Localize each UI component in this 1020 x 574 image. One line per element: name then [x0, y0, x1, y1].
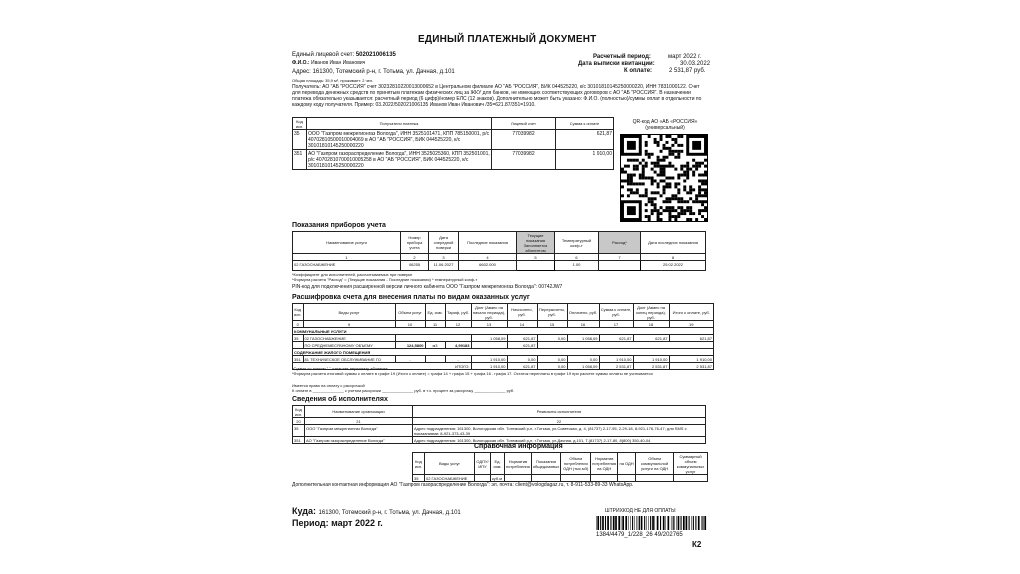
reference-header: Объем потребления ОДН (тыс.м3) [561, 453, 591, 475]
breakdown-note: *Формула расчета итоговой суммы к оплате в графе 19 (Итого к оплате) = графа 14 + графа 15 + графа 16 - графа 17. Остаток переплаты в графе 19 при расчете суммы оплаты не учитывается [292, 371, 653, 376]
cell: 35 [293, 335, 304, 342]
meters-num: 3 [429, 254, 459, 261]
meters-num: 7 [599, 254, 641, 261]
reference-header: на ОДН [618, 453, 636, 475]
recipients-header-account: Лицевой счет [492, 118, 556, 130]
cell: 1 058,09 [471, 335, 507, 342]
address-label: Адрес: [292, 69, 311, 75]
meters-header: Расход* [599, 232, 641, 254]
meters-service: 02 ГАЗОСНАБЖЕНИЕ [293, 261, 401, 271]
cell: 621,87 [507, 363, 537, 370]
meters-device: 06255 [401, 261, 429, 271]
recipient-sum: 1 910,00 [556, 150, 614, 170]
recipient-account: 77039982 [492, 130, 556, 150]
qr-label: QR-код АО «АБ «РОССИЯ» (универсальный) [632, 119, 698, 131]
fio-label: Ф.И.О.: [292, 60, 310, 66]
breakdown-header: Код исп. [293, 304, 304, 321]
document-title: ЕДИНЫЙ ПЛАТЕЖНЫЙ ДОКУМЕНТ [418, 34, 597, 45]
breakdown-note: *Сумма со знаком "-" означает переплату абонента [292, 366, 388, 371]
providers-header: Наименование организации [305, 406, 413, 418]
recipient-code: 351 [293, 150, 307, 170]
cell: 351 [293, 356, 304, 363]
meters-num: 6 [555, 254, 599, 261]
cell: АО "Газпром газораспределение Вологда" [305, 437, 413, 444]
cell: 1 910,00 [669, 356, 713, 363]
table-row [293, 261, 706, 271]
fio-line [292, 60, 365, 66]
period-label: Расчетный период: [593, 54, 651, 60]
pin-text: PIN-код для подключения расширенной версии личного кабинета ООО "Газпром межрегионгаз Вологда": 00742JW7 [292, 284, 563, 290]
providers-num: 21 [305, 418, 413, 425]
cell: 02 ГАЗОСНАБЖЕНИЕ [425, 475, 475, 482]
meters-header: Текущие показания Заполняется абонентом [517, 232, 555, 254]
providers-title: Сведения об исполнителях [292, 396, 388, 403]
providers-num: 20 [293, 418, 305, 425]
cell: 124,5800 [395, 342, 425, 349]
to-value: 161300, Тотемский р-н, г. Тотьма, ул. Дачная, д.101 [318, 510, 461, 516]
meters-note: *Коэффициент для исполнителей, рассчитываемых при поверке [292, 272, 413, 277]
breakdown-header: Ед. изм. [425, 304, 445, 321]
breakdown-num: 14 [507, 321, 537, 328]
fio-value: Иванов Иван Иванович [310, 60, 366, 66]
account-line [292, 52, 396, 59]
breakdown-group: СОДЕРЖАНИЕ ЖИЛОГО ПОМЕЩЕНИЯ [293, 349, 714, 356]
cell: куб.м [491, 475, 505, 482]
table-row [293, 335, 714, 342]
table-row [293, 150, 614, 170]
recipient-account: 77039982 [492, 150, 556, 170]
issue-value: 30.03.2022 [680, 61, 711, 67]
meters-usage-input[interactable] [599, 261, 641, 271]
barcode-image [595, 516, 707, 530]
meters-num: 5 [517, 254, 555, 261]
recipient-sum: 621,87 [556, 130, 614, 150]
reference-header: Норматив потребления [505, 453, 532, 475]
breakdown-num: 11 [425, 321, 445, 328]
providers-table [292, 405, 706, 444]
topay-label: К оплате: [624, 68, 653, 74]
cell: 1 910,00 [599, 356, 633, 363]
recipient-text: Получатель: АО "АБ "РОССИЯ" счет 30232810220013000652 в Центральном филиале АО "АБ "РОССИЯ", БИК 044525220, к/с 30101810145250000220, ИНН 7831000122. Счет для перевода денежных средств по принятым платежам физических лиц за ЖКУ для банков, не имеющих соответствующих договоров с АО "АБ "РОССИЯ". В назначении платежа обязательно указывается: расчетный период (6 цифр)/номер ЕЛС (12 знаков). Дополнительно может быть указано: Ф.И.О. (полностью)/суммы оплат в отдельности по каждому коду получателя. Пример: 03.2022/502021006135 Иванов Иван Иванович /35=621.87/351=1910. [292, 84, 702, 108]
cell: 0,00 [537, 363, 567, 370]
meters-note: *Формула расчета "Расход" = (Текущие показания - Последние показания) * температурный коэф-т [292, 277, 478, 282]
table-row [293, 425, 706, 437]
cell: 1 058,09 [567, 363, 599, 370]
meters-title: Показания приборов учета [292, 222, 386, 229]
cell: 1 910,00 [471, 356, 507, 363]
recipients-header-sum: Сумма к оплате [556, 118, 614, 130]
breakdown-num: 16 [567, 321, 599, 328]
recipients-table [292, 117, 614, 170]
reference-header: Показания общедомовых [531, 453, 560, 475]
cell: 2 531,87 [633, 363, 669, 370]
cell: Адрес подразделения: 161300, Вологодская обл. Тотемский р-н, г.Тотьма, ул.Советская, д. 4, (81737) 2-17-95, 2-29-18, 8-921-176-76-47; для SMS с показаниями: 8-921-373-43-39 [413, 425, 706, 437]
meters-check-date: 11.06.2027 [429, 261, 459, 271]
cell: 0,00 [507, 356, 537, 363]
breakdown-header: Тариф, руб. [445, 304, 471, 321]
cell: 621,87 [507, 335, 537, 342]
meters-header: Дата последних показания [641, 232, 706, 254]
table-row: 351 81 ТЕХНИЧЕСКОЕ ОБСЛУЖИВАНИЕ ГО - - 1 910,00 0,00 0,00 0,00 1 910,00 1 910,00 1 910,00 [294, 356, 712, 362]
cell: м3 [425, 342, 445, 349]
breakdown-num: 13 [471, 321, 507, 328]
reference-header: ОДПУ/ИПУ [475, 453, 491, 475]
reference-header: Код исп. [413, 453, 425, 475]
meters-num: 4 [459, 254, 517, 261]
k2-mark: К2 [692, 540, 702, 549]
meters-num: 1 [293, 254, 401, 261]
recipient-name: АО "Газпром газораспределение Вологда", ИНН 3525025360, КПП 352501001, р/с 40702810700010005258 в АО "АБ "РОССИЯ", БИК 044525220, к/с 30101810145250000220 [308, 150, 490, 169]
installment-title: Имеется право на оплату с рассрочкой [292, 383, 365, 388]
cell: 1 910,00 [471, 363, 507, 370]
meters-num: 8 [641, 254, 706, 261]
barcode-number: 1384/4479_1/228_26 49/202765 [596, 532, 683, 538]
meters-current-input[interactable] [517, 261, 555, 271]
meters-num: 2 [401, 254, 429, 261]
providers-header: Реквизиты исполнителя [413, 406, 706, 418]
meters-last-date: 25.02.2022 [641, 261, 706, 271]
reference-header: Объем коммунальной услуги на ОДН [636, 453, 674, 475]
breakdown-title: Расшифровка счета для внесения платы по видам оказанных услуг [292, 294, 530, 301]
area-text: Общая площадь: 35,9 м², проживает: 2 чел. [292, 78, 374, 83]
cell: 621,87 [599, 335, 633, 342]
table-row [293, 342, 714, 349]
installment-line: К оплате в ______________ с учетом рассрочки ______________ руб. в т.ч. процент за рассрочку ______________ руб. [292, 388, 515, 393]
recipient-code: 35 [293, 130, 307, 150]
account-value: 502021006135 [355, 52, 396, 58]
table-row [413, 475, 708, 482]
reference-table [412, 452, 708, 482]
payment-document [288, 30, 724, 568]
cell: 1 910,00 [633, 356, 669, 363]
breakdown-header: Виды услуг [303, 304, 395, 321]
period-value: март 2022 г. [668, 54, 702, 60]
recipients-header-name: Получатели платежа [307, 118, 492, 130]
breakdown-num: 9 [303, 321, 395, 328]
cell: 351 [293, 437, 305, 444]
breakdown-header: Перерасчеты, руб. [537, 304, 567, 321]
breakdown-num: 15 [537, 321, 567, 328]
cell: 621,87 [507, 342, 537, 349]
cell: 0,00 [537, 356, 567, 363]
cell: 81 ТЕХНИЧЕСКОЕ ОБСЛУЖИВАНИЕ ГО [303, 356, 395, 363]
footer-period-line [292, 518, 383, 528]
footer-period-value: март 2022 г. [331, 518, 383, 528]
breakdown-num: 17 [599, 321, 633, 328]
cell: 0,00 [567, 356, 599, 363]
issue-label: Дата выписки квитанции: [578, 61, 655, 67]
address-line [292, 69, 455, 76]
qr-code [620, 134, 708, 222]
cell: 621,87 [633, 335, 669, 342]
cell: ПО СРЕДНЕМЕСЯЧНОМУ ОБЪЕМУ [303, 342, 395, 349]
breakdown-header: Сумма к оплате, руб. [599, 304, 633, 321]
address-value: 161300, Тотемский р-н, г. Тотьма, ул. Дачная, д.101 [312, 69, 455, 75]
cell: 2 531,87 [669, 363, 713, 370]
cell: 621,87 [669, 335, 713, 342]
meters-header: Температурный коэф-т [555, 232, 599, 254]
breakdown-num: 10 [395, 321, 425, 328]
meters-header: Дата очередной поверки [429, 232, 459, 254]
to-label: Куда: [292, 506, 316, 516]
breakdown-group: КОММУНАЛЬНЫЕ УСЛУГИ [293, 328, 714, 335]
total-label: ИТОГО: [293, 363, 472, 370]
cell: 35 [293, 425, 305, 437]
cell: Адрес подразделения: 161300, Вологодская обл. Тотемский р-н, г.Тотьма, ул.Дачная, д.101, Т.(81737) 2-17-80, 8(800) 350-40-04 [413, 437, 706, 444]
breakdown-header: Начислено, руб. [507, 304, 537, 321]
cell: 2 531,87 [599, 363, 633, 370]
cell: 4,99183 [445, 342, 471, 349]
meters-header: Наименование услуги [293, 232, 401, 254]
meters-coef: 1.00 [555, 261, 599, 271]
providers-num: 22 [413, 418, 706, 425]
breakdown-table: Код исп. Виды услуг Объем услуг Ед. изм. Тариф, руб. Долг (Аванс на начало периода), руб. Начислено, руб. Перерасчеты, руб. Оплачено, руб. Сумма к оплате, руб. Долг (Аванс на конец периода), руб. Итого к оплате, руб. 0 9 10 11 12 13 14 15 16 17 18 19 КОММУНАЛЬНЫЕ УСЛУГИ 35 02 ГАЗОСНАБЖЕНИЕ 1 058,09 621,87 0,00 1 058,09 621,87 621,87 621,87 ПО СРЕДНЕМЕСЯЧНОМУ ОБЪЕМУ 124,5800 м3 4,99183 621,87 СОДЕРЖАНИЕ ЖИЛОГО ПОМЕЩЕНИЯ 351 81 ТЕХНИЧЕСКОЕ ОБСЛУЖИВАНИЕ ГО - - 1 910,00 0,00 0,00 0,00 1 910,00 1 910,00 1 910,00 ИТОГО: 1 910,00 621,87 0,00 1 058,09 2 531,87 2 531,87 2 531,87 [294, 304, 712, 369]
topay-value: 2 531,87 руб. [669, 68, 706, 74]
meters-header: Последние показания [459, 232, 517, 254]
breakdown-num: 18 [633, 321, 669, 328]
breakdown-header: Долг (Аванс на конец периода), руб. [633, 304, 669, 321]
breakdown-header: Оплачено, руб. [567, 304, 599, 321]
footer-period-label: Период: [292, 518, 329, 528]
breakdown-header: Долг (Аванс на начало периода), руб. [472, 304, 506, 320]
providers-header: Код исп. [293, 406, 305, 418]
cell: 0,00 [537, 335, 567, 342]
breakdown-num: 12 [445, 321, 471, 328]
cell: 35 [413, 475, 425, 482]
reference-header: Норматив потребления на ОДН [591, 453, 618, 475]
meters-table [292, 231, 706, 271]
meters-last: 6602.000 [459, 261, 517, 271]
reference-title: Справочная информация [474, 443, 563, 450]
reference-header: Виды услуг [425, 453, 475, 475]
account-label: Единый лицевой счет: [292, 52, 355, 58]
recipient-name: ООО "Газпром межрегионгаз Вологда", ИНН 3525101471, КПП 785150001, р/с 40702810500010004069 в АО "АБ "РОССИЯ", БИК 044525220, к/с 30101810145250000220 [307, 130, 492, 150]
to-line [292, 506, 461, 518]
reference-header: Ед. изм. [491, 453, 505, 475]
cell: 02 ГАЗОСНАБЖЕНИЕ [303, 335, 395, 342]
barcode-label: ШТРИХКОД НЕ ДЛЯ ОПЛАТЫ [605, 508, 676, 514]
recipients-header-code: Код исп. [293, 118, 307, 130]
breakdown-header: Итого к оплате, руб. [669, 304, 713, 321]
reference-header: Суммарный объем коммунальных услуг [674, 453, 708, 475]
cell: 1 058,09 [567, 335, 599, 342]
meters-header: Номер прибора учета [401, 232, 429, 254]
breakdown-header: Объем услуг [395, 304, 425, 321]
contact-text: Дополнительная контактная информация АО "Газпром газораспределение Вологда": эл. почта: client@vologdagaz.ru, т. 8-911-533-89-33 WhatsApp. [292, 482, 634, 488]
cell: ООО "Газпром межрегионгаз Вологда" [305, 425, 413, 437]
breakdown-num: 19 [669, 321, 713, 328]
table-row [293, 130, 614, 150]
